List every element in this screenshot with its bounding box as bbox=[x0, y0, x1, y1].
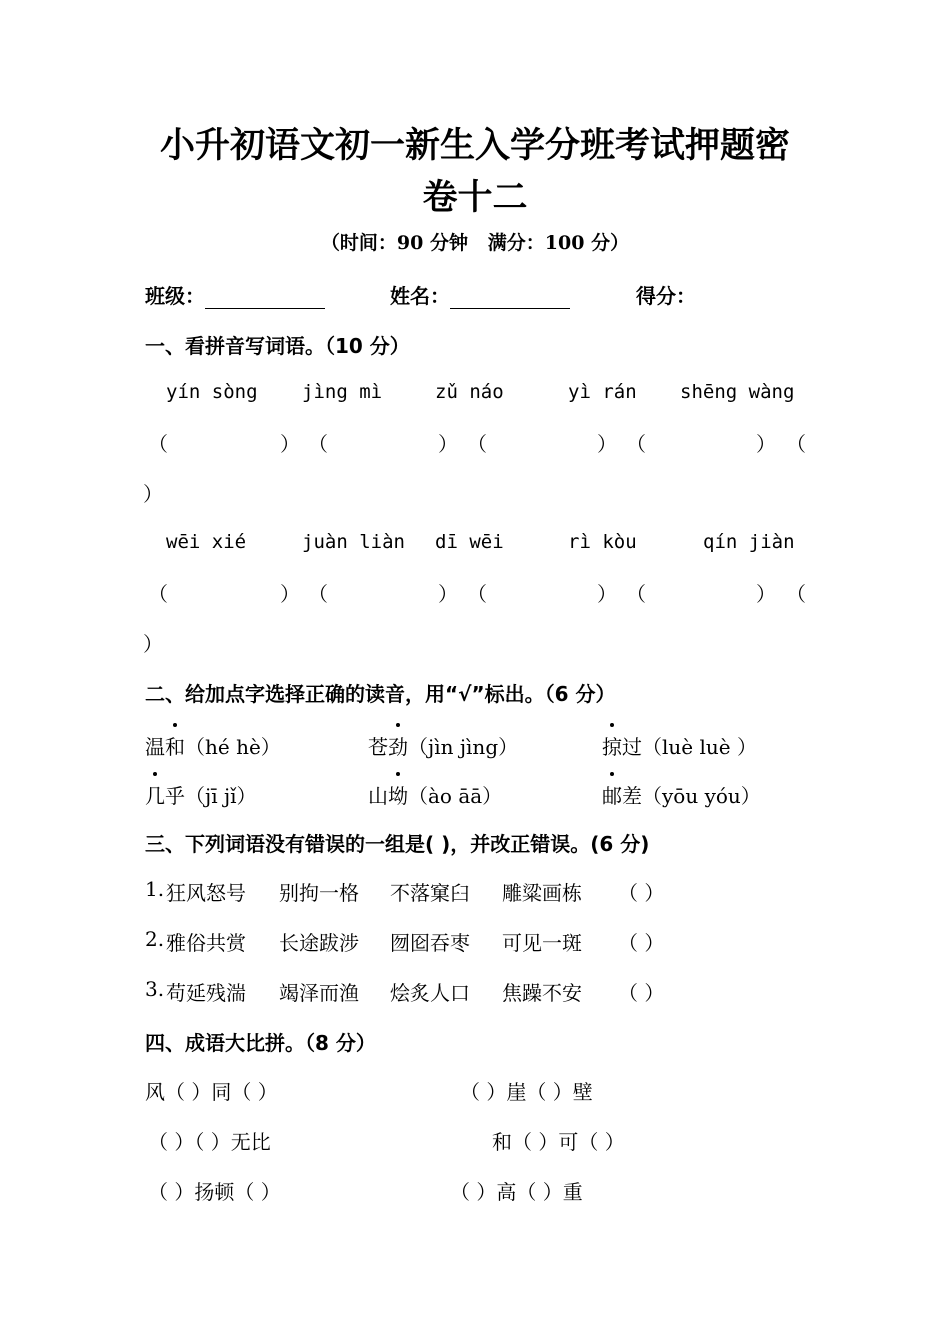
idiom-blank: （ ）（ ）无比 bbox=[148, 1130, 271, 1154]
idiom-blank: （ ）扬顿（ ） bbox=[148, 1180, 281, 1204]
section1-heading: 一、看拼音写词语。（10 分） bbox=[145, 334, 410, 358]
reading-item bbox=[368, 731, 518, 760]
pinyin: rì kòu bbox=[568, 531, 637, 553]
reading-item bbox=[602, 731, 757, 760]
answer-paren-close: ） bbox=[438, 432, 458, 456]
answer-paren-open: （ bbox=[308, 582, 328, 606]
idiom: 苟延残湍 bbox=[166, 981, 246, 1005]
exam-subtitle: （时间：90 分钟 满分：100 分） bbox=[320, 232, 630, 254]
section2-heading: 二、给加点字选择正确的读音，用“√”标出。（6 分） bbox=[145, 682, 616, 706]
answer-paren-open: （ bbox=[626, 432, 646, 456]
char: 苍 bbox=[368, 735, 388, 759]
answer-paren-open: （ bbox=[786, 582, 806, 606]
answer-paren-close: ） bbox=[438, 582, 458, 606]
reading-options: （jī jǐ） bbox=[185, 784, 257, 808]
reading-item bbox=[145, 780, 257, 809]
name-label: 姓名： bbox=[390, 284, 450, 308]
dotted-char: 掠 bbox=[602, 731, 622, 760]
idiom-blank: （ ）崖（ ）壁 bbox=[460, 1080, 593, 1104]
answer-paren-open: （ bbox=[148, 582, 168, 606]
idiom: 烩炙人口 bbox=[390, 981, 470, 1005]
idiom-blank: （ ）高（ ）重 bbox=[450, 1180, 583, 1204]
answer-paren-close: ） bbox=[756, 582, 776, 606]
idiom: 囫囵吞枣 bbox=[390, 931, 470, 955]
idiom: 长途跋涉 bbox=[279, 931, 359, 955]
pinyin: shēng wàng bbox=[680, 381, 795, 403]
dotted-char: 坳 bbox=[388, 780, 408, 809]
char: 温 bbox=[145, 735, 165, 759]
idiom: 竭泽而渔 bbox=[279, 981, 359, 1005]
pinyin: qín jiàn bbox=[703, 531, 795, 553]
reading-item bbox=[145, 731, 281, 760]
pinyin: dī wēi bbox=[435, 531, 504, 553]
answer-paren-close: ） bbox=[280, 432, 300, 456]
answer-paren-close: ） bbox=[143, 482, 163, 506]
section4-heading: 四、成语大比拼。（8 分） bbox=[145, 1031, 376, 1055]
answer-paren-close: ） bbox=[280, 582, 300, 606]
answer-paren-close: ） bbox=[597, 582, 617, 606]
pinyin: yì rán bbox=[568, 381, 637, 403]
answer-paren-close: ） bbox=[756, 432, 776, 456]
dotted-char: 和 bbox=[165, 731, 185, 760]
option-number: 3. bbox=[145, 977, 165, 1001]
name-field bbox=[390, 280, 570, 309]
char: 差 bbox=[622, 784, 642, 808]
idiom: 别拘一格 bbox=[279, 881, 359, 905]
option-number: 1. bbox=[145, 877, 165, 901]
reading-options: （luè luè ） bbox=[642, 735, 757, 759]
idiom: 狂风怒号 bbox=[166, 881, 246, 905]
answer-paren-open: （ bbox=[308, 432, 328, 456]
name-blank bbox=[450, 288, 570, 309]
dotted-char: 邮 bbox=[602, 780, 622, 809]
reading-options: （ào āā） bbox=[408, 784, 503, 808]
class-label: 班级： bbox=[145, 284, 205, 308]
dotted-char: 几 bbox=[145, 780, 165, 809]
reading-item bbox=[602, 780, 761, 809]
reading-options: （jìn jìng） bbox=[408, 735, 519, 759]
class-blank bbox=[205, 288, 325, 309]
answer-paren-close: ） bbox=[143, 632, 163, 656]
score-label: 得分： bbox=[636, 284, 696, 308]
idiom: 雅俗共赏 bbox=[166, 931, 246, 955]
pinyin: juàn liàn bbox=[302, 531, 405, 553]
idiom: 可见一斑 bbox=[502, 931, 582, 955]
answer-paren-open: （ bbox=[467, 582, 487, 606]
option-number: 2. bbox=[145, 927, 165, 951]
char: 山 bbox=[368, 784, 388, 808]
pinyin: yín sòng bbox=[166, 381, 258, 403]
pinyin: zǔ náo bbox=[435, 381, 504, 403]
idiom: 不落窠臼 bbox=[390, 881, 470, 905]
reading-options: （yōu yóu） bbox=[642, 784, 761, 808]
answer-paren-open: （ bbox=[467, 432, 487, 456]
answer-blank: （ ） bbox=[618, 881, 665, 905]
section3-heading: 三、下列词语没有错误的一组是( )，并改正错误。(6 分) bbox=[145, 832, 650, 856]
score-field bbox=[636, 280, 696, 309]
answer-blank: （ ） bbox=[618, 981, 665, 1005]
exam-title-line2: 卷十二 bbox=[422, 178, 528, 218]
dotted-char: 劲 bbox=[388, 731, 408, 760]
reading-item bbox=[368, 780, 502, 809]
char: 乎 bbox=[165, 784, 185, 808]
reading-options: （hé hè） bbox=[185, 735, 281, 759]
char: 过 bbox=[622, 735, 642, 759]
answer-paren-open: （ bbox=[148, 432, 168, 456]
answer-paren-close: ） bbox=[597, 432, 617, 456]
idiom-blank: 风（ ）同（ ） bbox=[145, 1080, 278, 1104]
answer-paren-open: （ bbox=[626, 582, 646, 606]
answer-paren-open: （ bbox=[786, 432, 806, 456]
pinyin: jìng mì bbox=[302, 381, 383, 403]
class-field bbox=[145, 280, 325, 309]
idiom: 雕粱画栋 bbox=[502, 881, 582, 905]
exam-title-line1: 小升初语文初一新生入学分班考试押题密 bbox=[159, 126, 790, 166]
idiom: 焦躁不安 bbox=[502, 981, 582, 1005]
pinyin: wēi xié bbox=[166, 531, 247, 553]
idiom-blank: 和（ ）可（ ） bbox=[492, 1130, 625, 1154]
answer-blank: （ ） bbox=[618, 931, 665, 955]
